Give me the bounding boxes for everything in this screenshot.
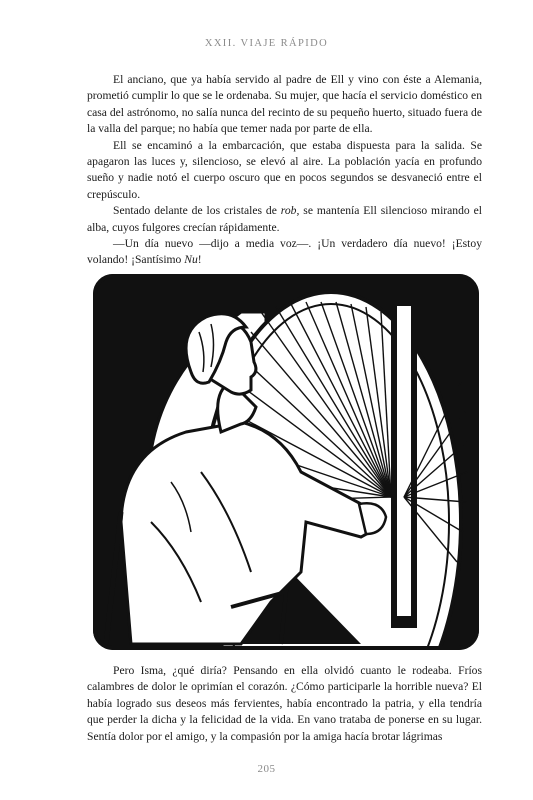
paragraph: El anciano, que ya había servido al padre de Ell y vino con éste a Alemania, prometió cumplir lo que se le ordenaba. Su mujer, que hacía el servicio doméstico en casa del astrónomo, no salía nunca del recinto de su pequeño huerto, situado fuera de la valla del parque; no había que temer nada por parte de ella.: [87, 73, 482, 136]
body-text-bottom: [87, 663, 482, 745]
paragraph: Sentado delante de los cristales de rob, se mantenía Ell silencioso mirando el alba, cuyos fulgores crecían rápidamente.: [87, 204, 482, 234]
paragraph: —Un día nuevo —dijo a media voz—. ¡Un verdadero día nuevo! ¡Estoy volando! ¡Santísimo Nu!: [87, 237, 482, 267]
paragraph: Pero Isma, ¿qué diría? Pensando en ella olvidó cuanto le rodeaba. Fríos calambres de dolor le oprimían el corazón. ¿Cómo participarle la horrible nueva? El había logrado sus deseos más fervientes, había encontrado la patria, y ella tendría que perder la dicha y la felicidad de la vida. En vano trataba de ponerse en su lugar. Sentía dolor por el amigo, y la compasión por la amiga hacía brotar lágrimas: [87, 664, 482, 743]
running-head: XXII. VIAJE RÁPIDO: [204, 38, 329, 49]
body-text-top: [87, 72, 482, 269]
man-at-window-illustration: [91, 272, 481, 652]
page-number: 205: [257, 763, 276, 775]
paragraph: Ell se encaminó a la embarcación, que estaba dispuesta para la salida. Se apagaron las luces y, silencioso, se elevó al aire. La población yacía en profundo sueño y nadie notó el cuerpo oscuro que en pocos segundos se desvaneció entre el crepúsculo.: [87, 138, 482, 201]
